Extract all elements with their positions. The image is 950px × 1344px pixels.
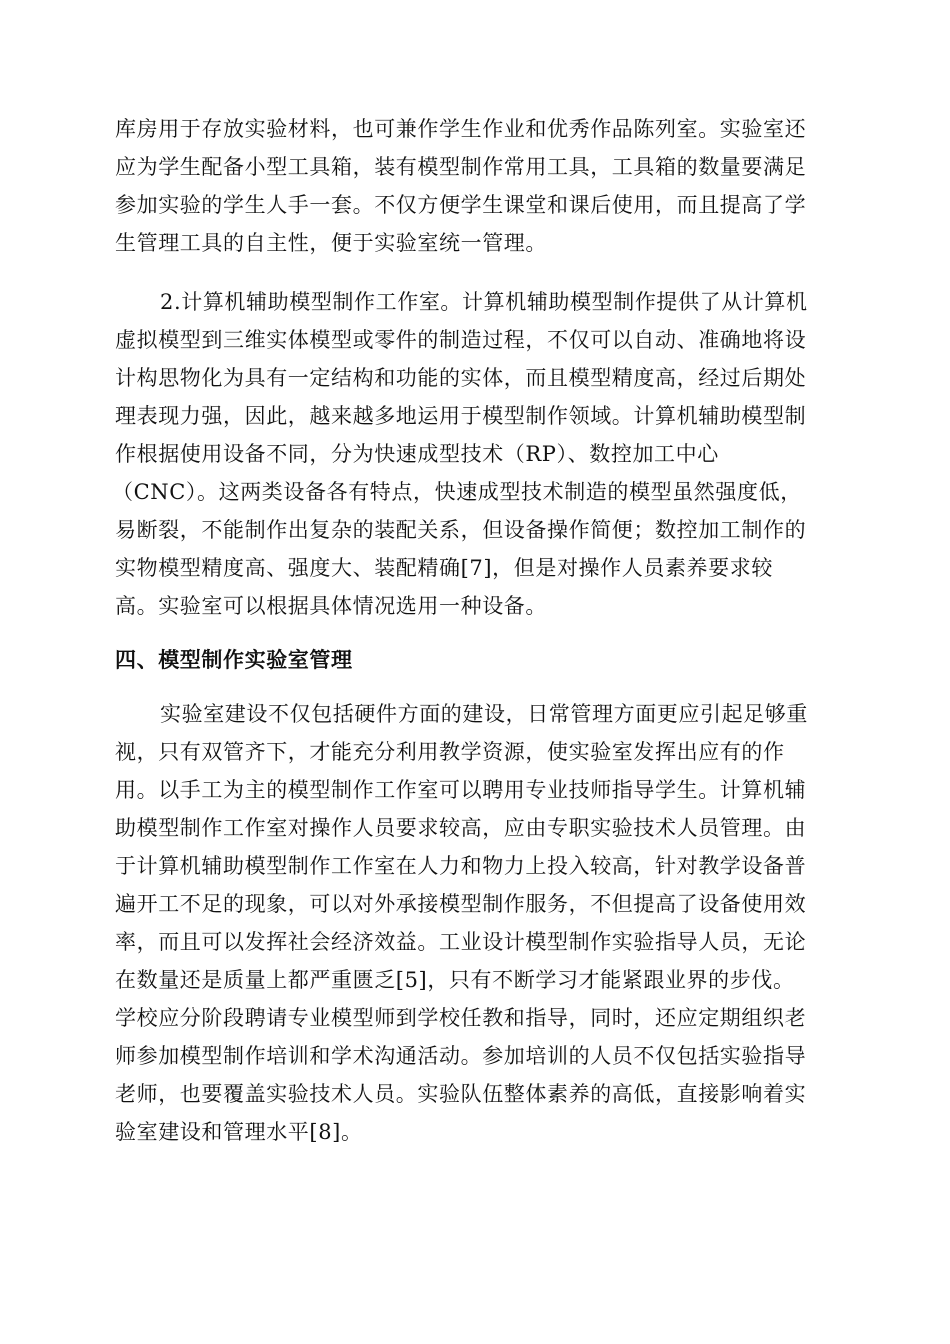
paragraph-3-line: 老师，也要覆盖实验技术人员。实验队伍整体素养的高低，直接影响着实 [115,1082,807,1106]
paragraph-1-line: 库房用于存放实验材料，也可兼作学生作业和优秀作品陈列室。实验室还 [115,117,807,141]
paragraph-2-line: 易断裂，不能制作出复杂的装配关系，但设备操作简便；数控加工制作的 [115,518,807,542]
paragraph-3-line: 师参加模型制作培训和学术沟通活动。参加培训的人员不仅包括实验指导 [115,1044,807,1068]
paragraph-3-line: 于计算机辅助模型制作工作室在人力和物力上投入较高，针对教学设备普 [115,854,807,878]
paragraph-2-line: （CNC）。这两类设备各有特点，快速成型技术制造的模型虽然强度低， [112,480,802,504]
paragraph-2-line: 高。实验室可以根据具体情况选用一种设备。 [115,594,547,618]
paragraph-1-line: 生管理工具的自主性，便于实验室统一管理。 [115,231,547,255]
paragraph-2-line: 理表现力强，因此，越来越多地运用于模型制作领域。计算机辅助模型制 [115,404,807,428]
paragraph-3-line: 实验室建设不仅包括硬件方面的建设，日常管理方面更应引起足够重 [160,702,808,726]
paragraph-3-line: 用。以手工为主的模型制作工作室可以聘用专业技师指导学生。计算机辅 [115,778,807,802]
paragraph-3-line: 学校应分阶段聘请专业模型师到学校任教和指导，同时，还应定期组织老 [115,1006,807,1030]
paragraph-1-line: 应为学生配备小型工具箱，装有模型制作常用工具，工具箱的数量要满足 [115,155,807,179]
paragraph-2-line: 计构思物化为具有一定结构和功能的实体，而且模型精度高，经过后期处 [115,366,807,390]
paragraph-2-line: 作根据使用设备不同，分为快速成型技术（RP）、数控加工中心 [115,442,719,466]
paragraph-3-line: 率，而且可以发挥社会经济效益。工业设计模型制作实验指导人员，无论 [115,930,807,954]
paragraph-3-line: 遍开工不足的现象，可以对外承接模型制作服务，不但提高了设备使用效 [115,892,807,916]
paragraph-3-line: 验室建设和管理水平[8]。 [115,1120,363,1144]
paragraph-3-line: 助模型制作工作室对操作人员要求较高，应由专职实验技术人员管理。由 [115,816,807,840]
section-heading: 四、模型制作实验室管理 [115,648,353,672]
paragraph-3-line: 在数量还是质量上都严重匮乏[5]，只有不断学习才能紧跟业界的步伐。 [115,968,795,992]
paragraph-2-line: 2.计算机辅助模型制作工作室。计算机辅助模型制作提供了从计算机 [160,290,808,314]
paragraph-1-line: 参加实验的学生人手一套。不仅方便学生课堂和课后使用，而且提高了学 [115,193,807,217]
paragraph-3-line: 视，只有双管齐下，才能充分利用教学资源，使实验室发挥出应有的作 [115,740,785,764]
paragraph-2-line: 虚拟模型到三维实体模型或零件的制造过程，不仅可以自动、准确地将设 [115,328,807,352]
paragraph-2-line: 实物模型精度高、强度大、装配精确[7]，但是对操作人员素养要求较 [115,556,773,580]
